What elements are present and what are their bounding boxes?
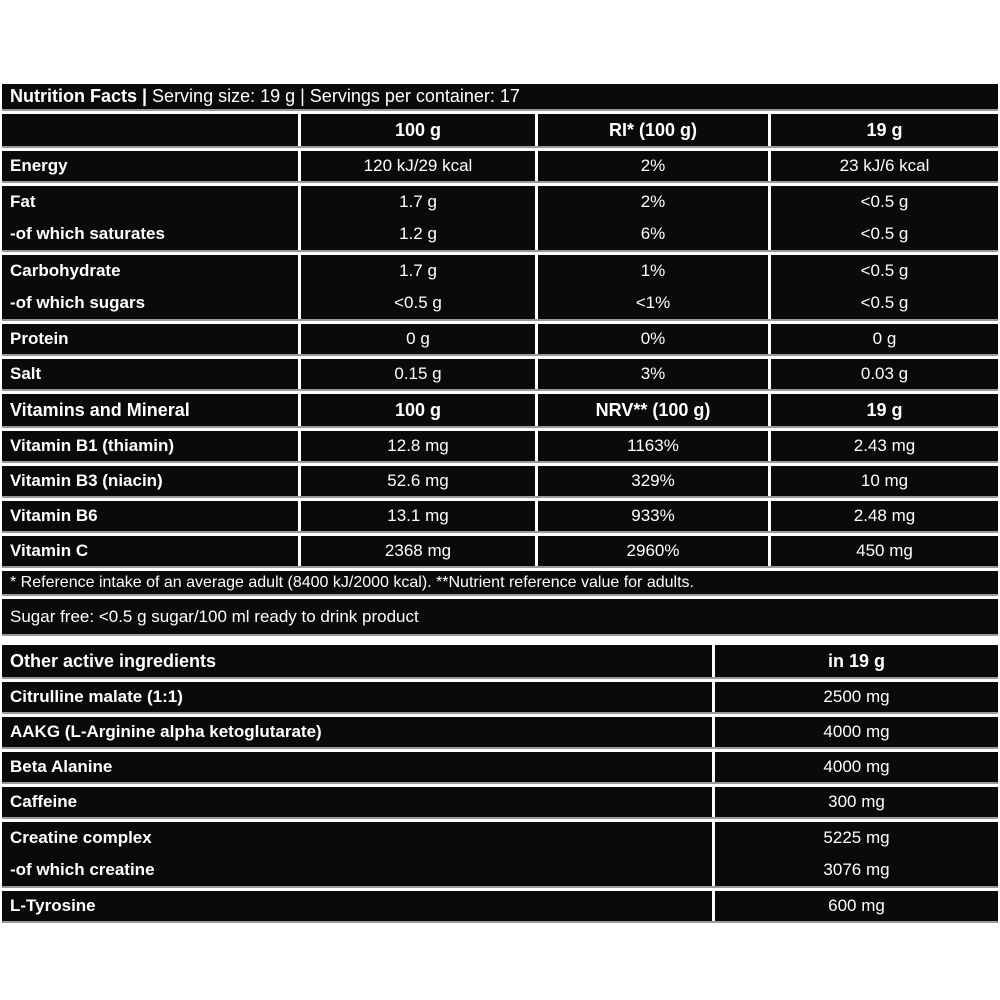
ingredients-header-label: Other active ingredients xyxy=(10,650,217,671)
sugar-free-note: Sugar free: <0.5 g sugar/100 ml ready to drink product xyxy=(2,599,998,636)
nutrient-label: Carbohydrate xyxy=(10,261,121,280)
value-per-19g: <0.5 g xyxy=(768,287,998,319)
nutrient-label: Fat xyxy=(10,192,36,211)
vitamin-label: Vitamin B6 xyxy=(10,506,98,525)
value-ri: 3% xyxy=(535,359,768,389)
vitamin-label: Vitamin B3 (niacin) xyxy=(10,471,163,490)
value-per-100g: 52.6 mg xyxy=(298,466,535,496)
ingredient-label: Creatine complex xyxy=(10,828,152,847)
nutrient-label: -of which sugars xyxy=(10,293,146,312)
value-per-100g: 120 kJ/29 kcal xyxy=(298,151,535,181)
ingredient-label: L-Tyrosine xyxy=(10,896,96,915)
value-per-100g: 0 g xyxy=(298,324,535,354)
row-group xyxy=(2,682,998,714)
value-per-100g: 1.2 g xyxy=(298,218,535,250)
row-group xyxy=(2,466,998,498)
value-per-19g: 10 mg xyxy=(768,466,998,496)
vitamin-label: Vitamin C xyxy=(10,541,89,560)
vitamin-rows xyxy=(2,431,998,568)
value-nrv: 2960% xyxy=(535,536,768,566)
reference-footnote: * Reference intake of an average adult (8400 kJ/2000 kcal). **Nutrient reference value for adults. xyxy=(2,571,998,596)
value-ri: <1% xyxy=(535,287,768,319)
value-per-19g: 23 kJ/6 kcal xyxy=(768,151,998,181)
row-group xyxy=(2,536,998,568)
column-header-19g: 19 g xyxy=(768,114,998,146)
column-header-ri: RI* (100 g) xyxy=(535,114,768,146)
vitamins-header-label: Vitamins and Mineral xyxy=(10,399,190,420)
ingredient-value: 3076 mg xyxy=(712,854,998,886)
value-ri: 0% xyxy=(535,324,768,354)
column-header-100g: 100 g xyxy=(298,114,535,146)
value-per-19g: 0 g xyxy=(768,324,998,354)
vitamins-header-19g: 19 g xyxy=(768,394,998,426)
vitamin-label: Vitamin B1 (thiamin) xyxy=(10,436,175,455)
row-group xyxy=(2,359,998,391)
row-group xyxy=(2,255,998,321)
value-nrv: 933% xyxy=(535,501,768,531)
value-per-100g: 12.8 mg xyxy=(298,431,535,461)
value-nrv: 329% xyxy=(535,466,768,496)
value-per-19g: <0.5 g xyxy=(768,186,998,218)
ingredients-header-row xyxy=(2,645,998,679)
value-ri: 1% xyxy=(535,255,768,287)
row-group xyxy=(2,151,998,183)
value-ri: 2% xyxy=(535,151,768,181)
row-group xyxy=(2,717,998,749)
value-ri: 2% xyxy=(535,186,768,218)
value-per-100g: 1.7 g xyxy=(298,255,535,287)
vitamins-header-row xyxy=(2,394,998,428)
ingredient-label: Citrulline malate (1:1) xyxy=(10,687,183,706)
value-nrv: 1163% xyxy=(535,431,768,461)
row-group xyxy=(2,752,998,784)
value-per-19g: 2.48 mg xyxy=(768,501,998,531)
row-group xyxy=(2,891,998,923)
nutrient-label: Energy xyxy=(10,156,68,175)
nutrition-label xyxy=(2,84,998,926)
ingredient-value: 2500 mg xyxy=(712,682,998,712)
row-group xyxy=(2,431,998,463)
ingredient-value: 600 mg xyxy=(712,891,998,921)
ingredient-value: 4000 mg xyxy=(712,717,998,747)
value-per-100g: <0.5 g xyxy=(298,287,535,319)
value-per-19g: 2.43 mg xyxy=(768,431,998,461)
header-title-bold: Nutrition Facts | xyxy=(10,86,148,106)
row-group xyxy=(2,787,998,819)
value-per-19g: 0.03 g xyxy=(768,359,998,389)
nutrient-label: -of which saturates xyxy=(10,224,165,243)
vitamins-header-100g: 100 g xyxy=(298,394,535,426)
ingredient-value: 4000 mg xyxy=(712,752,998,782)
nutrient-label: Protein xyxy=(10,329,69,348)
value-ri: 6% xyxy=(535,218,768,250)
ingredient-label: AAKG (L-Arginine alpha ketoglutarate) xyxy=(10,722,322,741)
nutrient-label: Salt xyxy=(10,364,42,383)
ingredient-label: -of which creatine xyxy=(10,860,155,879)
row-group xyxy=(2,324,998,356)
ingredient-label: Caffeine xyxy=(10,792,78,811)
value-per-100g: 13.1 mg xyxy=(298,501,535,531)
nutrition-column-header-row xyxy=(2,114,998,148)
vitamins-header-nrv: NRV** (100 g) xyxy=(535,394,768,426)
value-per-19g: 450 mg xyxy=(768,536,998,566)
row-group xyxy=(2,501,998,533)
value-per-19g: <0.5 g xyxy=(768,218,998,250)
nutrition-rows xyxy=(2,151,998,391)
value-per-19g: <0.5 g xyxy=(768,255,998,287)
row-group xyxy=(2,822,998,888)
nutrition-facts-header xyxy=(2,84,998,111)
row-group xyxy=(2,186,998,252)
header-title-rest: Serving size: 19 g | Servings per container: 17 xyxy=(147,86,520,106)
ingredient-value: 5225 mg xyxy=(712,822,998,854)
ingredient-rows xyxy=(2,682,998,923)
ingredient-label: Beta Alanine xyxy=(10,757,113,776)
value-per-100g: 1.7 g xyxy=(298,186,535,218)
column-header-empty xyxy=(2,114,298,146)
value-per-100g: 0.15 g xyxy=(298,359,535,389)
ingredient-value: 300 mg xyxy=(712,787,998,817)
value-per-100g: 2368 mg xyxy=(298,536,535,566)
ingredients-header-value: in 19 g xyxy=(712,645,998,677)
